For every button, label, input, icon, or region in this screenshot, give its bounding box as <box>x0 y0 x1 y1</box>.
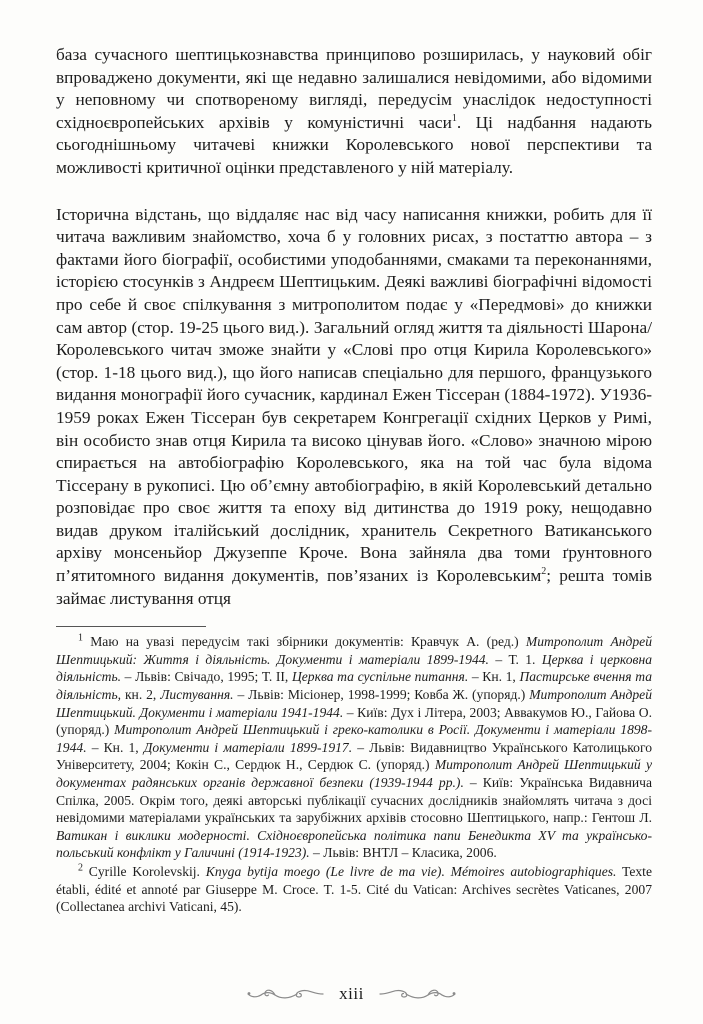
ornament-flourish-left-icon <box>245 986 325 1002</box>
fn1-title: Митрополит Андрей Шептицький: Життя і діяльність. Документи і матеріали 1899-1944. <box>56 634 652 667</box>
fn1-title: Листування. <box>160 687 234 703</box>
footnote-1 <box>56 633 652 862</box>
fn1-title: Митрополит Андрей Шептицький у документах радянських органів державної безпеки (1939-1944 рр.). <box>56 757 652 790</box>
fn2-text: Texte établi, édité et annoté par Giuseppe M. Croce. T. 1-5. Cité du Vatican: Archives secrètes Vaticanes, 2007 (Collectanea archivi Vaticani, 45). <box>56 863 652 915</box>
page-footer <box>0 984 703 1004</box>
footnote-ref-1[interactable]: 1 <box>451 113 457 125</box>
paragraph-1-tail: . Ці надбання надають сьогоднішньому читачеві книжки Королевського нової перспективи та можливості критичної оцінки представленого у ній матеріалу. <box>56 112 652 177</box>
fn1-text: Маю на увазі передусім такі збірники документів: Кравчук А. (ред.) <box>83 634 526 650</box>
fn1-text: – Київ: Дух і Літера, 2003; Аввакумов Ю., Гайова О. (упоряд.) <box>56 704 652 738</box>
fn1-text: – Львів: ВНТЛ – Класика, 2006. <box>309 845 497 861</box>
fn1-text: – Київ: Українська Видавнича Спілка, 2005. Окрім того, деякі авторські публікації сучасних дослідників знайомлять читача з досі невідомими матеріалами українських та зарубіжних архівів стосовно Шептицького, напр.: Гентош Л. <box>56 775 652 826</box>
fn1-title: Пастирське вчення та діяльність, <box>56 669 653 703</box>
footnote-2-number: 2 <box>78 862 83 874</box>
ornament-flourish-right-icon <box>378 986 458 1002</box>
footnotes <box>56 633 652 916</box>
fn1-title: Митрополит Андрей Шептицький і греко-католики в Росії. Документи і матеріали 1898-1944. <box>56 722 652 755</box>
footnote-2 <box>56 863 652 916</box>
fn2-text: Cyrille Korolevskij. <box>83 863 206 879</box>
footnote-1-number: 1 <box>78 632 83 644</box>
page-number: xiii <box>339 984 364 1003</box>
fn1-text: – Т. 1. <box>488 651 542 667</box>
body-paragraph-2 <box>56 204 652 611</box>
paragraph-1-text: база сучасного шептицькознавства принципово розширилась, у науковий обіг впроваджено документи, які ще недавно залишалися невідомими, або відомими у неповному чи спотвореному вигляді, передусім унаслідок недоступності східноєвропейських архівів у комуністичні часи <box>56 45 652 132</box>
fn1-text: – Кн. 1, <box>86 739 144 755</box>
footnote-ref-2[interactable]: 2 <box>541 566 547 578</box>
fn1-text: кн. 2, <box>121 687 161 703</box>
page-content <box>56 44 652 916</box>
fn1-title: Документи і матеріали 1899-1917. <box>143 739 353 755</box>
fn1-text: – Кн. 1, <box>468 669 520 685</box>
fn1-title: Церква і церковна діяльність. <box>56 651 652 685</box>
footnote-divider <box>56 626 206 627</box>
body-paragraph-1 <box>56 44 652 180</box>
paragraph-2-text: Історична відстань, що віддаляє нас від часу написання книжки, робить для її читача важливим знайомство, хоча б у головних рисах, з постаттю автора – з фактами його біографії, особистими уподобаннями, смаками та переконаннями, історією стосунків з Андреєм Шептицьким. Деякі важливі біографічні відомості про себе й своє спілкування з митрополитом подає у «Передмові» до книжки сам автор (стор. 19-25 цього вид.). Загальний огляд життя та діяльності Шарона/Королевського читач зможе знайти у «Слові про отця Кирила Королевського» (стор. 1-18 цього вид.), що його написав спеціально для першого, французького видання монографії його сучасник, кардинал Ежен Тіссеран (1884-1972). У1936-1959 роках Ежен Тіссеран був секретарем Конгрегації східних Церков у Римі, він особисто знав отця Кирила та високо цінував його. «Слово» значною мірою спирається на автобіографію Королевського, яка на той час була відома Тіссерану в рукописі. Цю об’ємну автобіографію, в якій Королевський детально розповідає про своє життя та епоху від дитинства до 1919 року, нещодавно видав друком італійський дослідник, хранитель Секретного Ватиканського архіву монсеньйор Джузеппе Кроче. Вона зайняла два томи ґрунтовного п’ятитомного видання документів, пов’язаних із Королевським <box>56 204 652 586</box>
fn1-text: – Львів: Свічадо, 1995; Т. ІІ, <box>121 669 292 685</box>
fn1-text: – Львів: Видавництво Українського Католицького Університету, 2004; Кокін С., Сердюк Н., Сердюк С. (упоряд.) <box>56 739 652 773</box>
paragraph-2-tail: ; решта томів займає листування отця <box>56 566 653 608</box>
fn1-title: Митрополит Андрей Шептицький. Документи і матеріали 1941-1944. <box>56 687 652 720</box>
fn1-title: Ватикан і виклики модерності. Східноєвропейська політика папи Бенедикта XV та українсько-польський конфлікт у Галичині (1914-1923). <box>56 827 652 861</box>
fn2-title: Knyga bytija moego (Le livre de ma vie). Mémoires autobiographiques. <box>205 863 617 879</box>
fn1-text: – Львів: Місіонер, 1998-1999; Ковба Ж. (упоряд.) <box>233 687 530 703</box>
fn1-title: Церква та суспільне питання. <box>291 669 469 685</box>
